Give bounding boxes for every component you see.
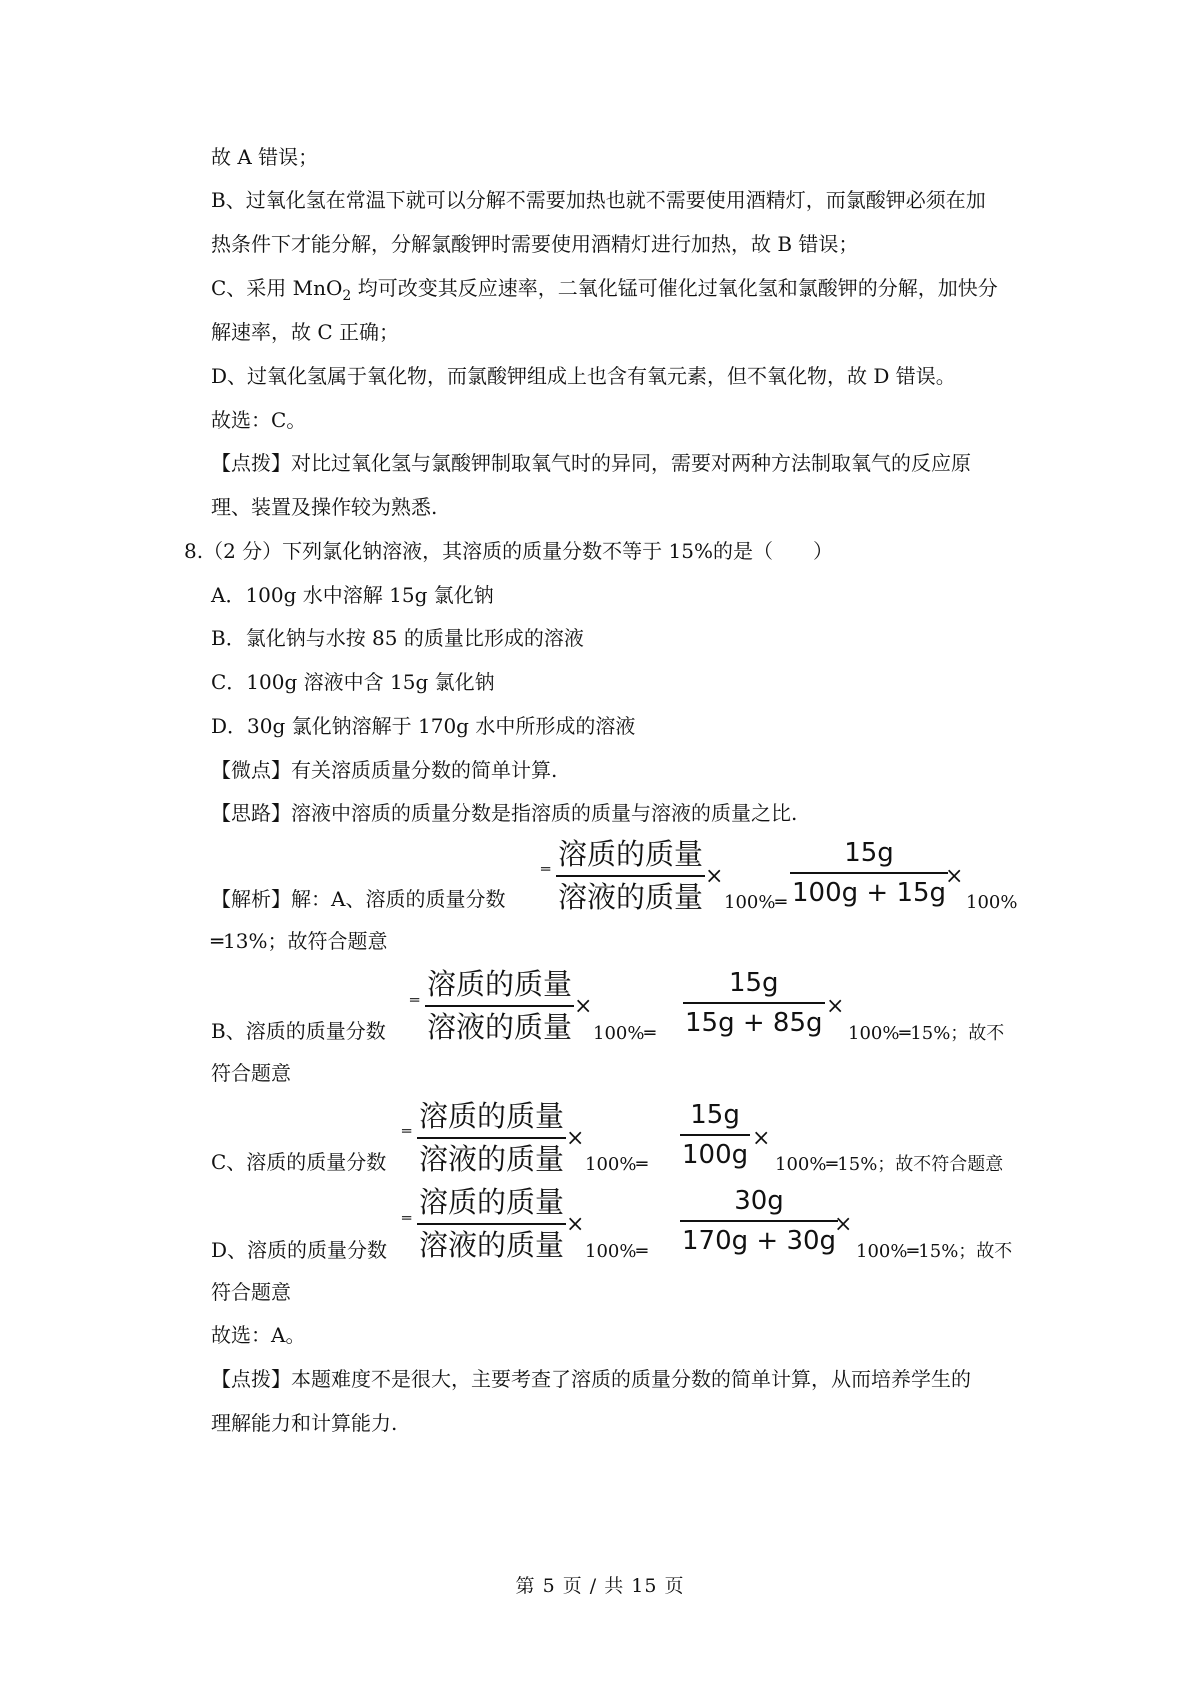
text-line: 热条件下才能分解，分解氯酸钾时需要使用酒精灯进行加热，故 B 错误； xyxy=(211,232,859,256)
text-line: 【点拨】对比过氧化氢与氯酸钾制取氧气时的异同，需要对两种方法制取氧气的反应原 xyxy=(211,451,971,475)
option-b: B．氯化钠与水按 85 的质量比形成的溶液 xyxy=(211,626,584,650)
times-sign: × xyxy=(705,864,724,889)
text-line: B、过氧化氢在常温下就可以分解不需要加热也就不需要使用酒精灯，而氯酸钾必须在加 xyxy=(211,188,986,212)
dianbo-continuation: 理解能力和计算能力. xyxy=(211,1411,398,1435)
percent-equals: 100%═ xyxy=(585,1241,648,1262)
fraction-numerator: 溶质的质量 xyxy=(419,1099,565,1133)
times-sign: × xyxy=(826,994,845,1019)
fraction-bar xyxy=(417,1223,566,1225)
percent-tail: 100%═15%；故不 xyxy=(848,1023,1005,1044)
fraction-bar xyxy=(683,1002,825,1004)
equals-sign: ═ xyxy=(402,1122,412,1140)
equals-sign: ═ xyxy=(541,860,551,878)
ratio-fraction xyxy=(417,1099,566,1176)
fraction-bar xyxy=(417,1137,566,1139)
analysis-a-continuation: ═13%；故符合题意 xyxy=(211,929,388,953)
percent-equals: 100%═ xyxy=(593,1023,656,1044)
option-a: A．100g 水中溶解 15g 氯化钠 xyxy=(211,583,494,607)
times-sign: × xyxy=(752,1126,771,1151)
fraction-numerator: 溶质的质量 xyxy=(427,967,573,1001)
value-fraction-b xyxy=(683,970,825,1036)
fraction-denominator: 溶液的质量 xyxy=(419,1227,565,1262)
percent-tail: 100% xyxy=(966,892,1018,913)
text-line: 故选：C。 xyxy=(211,408,307,432)
dianbo-line: 【点拨】本题难度不是很大，主要考查了溶质的质量分数的简单计算，从而培养学生的 xyxy=(211,1367,971,1391)
text-line xyxy=(211,278,998,303)
times-sign: × xyxy=(945,864,964,889)
value-fraction-d xyxy=(680,1188,838,1254)
equals-sign: ═ xyxy=(410,991,420,1009)
text-line: 故 A 错误； xyxy=(211,145,319,169)
ratio-fraction xyxy=(556,837,705,914)
silu-line: 【思路】溶液中溶质的质量分数是指溶质的质量与溶液的质量之比. xyxy=(211,801,798,825)
answer-line: 故选：A。 xyxy=(211,1323,306,1347)
option-c: C．100g 溶液中含 15g 氯化钠 xyxy=(211,670,495,694)
text-line: D、过氧化氢属于氧化物，而氯酸钾组成上也含有氧元素，但不氧化物，故 D 错误。 xyxy=(211,364,956,388)
fraction-bar xyxy=(790,872,948,874)
question-stem: 8.（2 分）下列氯化钠溶液，其溶质的质量分数不等于 15%的是（ ） xyxy=(184,539,833,563)
analysis-d-label: D、溶质的质量分数 xyxy=(211,1238,388,1262)
analysis-b-continuation: 符合题意 xyxy=(211,1061,291,1085)
percent-tail: 100%═15%；故不符合题意 xyxy=(775,1154,1004,1175)
text-line: 理、装置及操作较为熟悉. xyxy=(211,495,438,519)
fraction-numerator: 溶质的质量 xyxy=(419,1185,565,1219)
fraction-denominator: 100g xyxy=(682,1139,749,1170)
text-segment: 均可改变其反应速率，二氧化锰可催化过氧化氢和氯酸钾的分解，加快分 xyxy=(351,276,998,300)
analysis-c-label: C、溶质的质量分数 xyxy=(211,1150,387,1174)
value-fraction-a xyxy=(790,840,948,906)
weidian-line: 【微点】有关溶质质量分数的简单计算. xyxy=(211,758,558,782)
fraction-numerator: 15g xyxy=(728,968,779,998)
times-sign: × xyxy=(566,1212,585,1237)
fraction-denominator: 15g + 85g xyxy=(685,1007,823,1038)
fraction-bar xyxy=(556,875,705,877)
fraction-denominator: 溶液的质量 xyxy=(419,1141,565,1176)
percent-tail: 100%═15%；故不 xyxy=(856,1241,1013,1262)
analysis-d-continuation: 符合题意 xyxy=(211,1280,291,1304)
fraction-denominator: 170g + 30g xyxy=(682,1225,837,1256)
fraction-denominator: 100g + 15g xyxy=(792,877,947,908)
times-sign: × xyxy=(566,1126,585,1151)
fraction-bar xyxy=(680,1134,750,1136)
percent-equals: 100%═ xyxy=(585,1154,648,1175)
times-sign: × xyxy=(574,994,593,1019)
analysis-b-label: B、溶质的质量分数 xyxy=(211,1019,386,1043)
value-fraction-c xyxy=(680,1102,750,1168)
page-footer: 第 5 页 / 共 15 页 xyxy=(515,1575,685,1597)
text-line: 解速率，故 C 正确； xyxy=(211,320,400,344)
fraction-bar xyxy=(425,1005,574,1007)
fraction-numerator: 溶质的质量 xyxy=(558,837,704,871)
text-segment: C、采用 MnO xyxy=(211,276,343,300)
fraction-denominator: 溶液的质量 xyxy=(558,879,704,914)
percent-equals: 100%═ xyxy=(724,892,787,913)
times-sign: × xyxy=(834,1212,853,1237)
fraction-numerator: 15g xyxy=(690,1100,740,1130)
equals-sign: ═ xyxy=(402,1209,412,1227)
fraction-bar xyxy=(680,1220,838,1222)
ratio-fraction xyxy=(425,967,574,1044)
fraction-denominator: 溶液的质量 xyxy=(427,1009,573,1044)
fraction-numerator: 15g xyxy=(844,838,894,868)
fraction-numerator: 30g xyxy=(734,1186,784,1216)
option-d: D．30g 氯化钠溶解于 170g 水中所形成的溶液 xyxy=(211,714,636,738)
ratio-fraction xyxy=(417,1185,566,1262)
analysis-a-label: 【解析】解：A、溶质的质量分数 xyxy=(211,887,506,911)
subscript: 2 xyxy=(342,288,352,304)
